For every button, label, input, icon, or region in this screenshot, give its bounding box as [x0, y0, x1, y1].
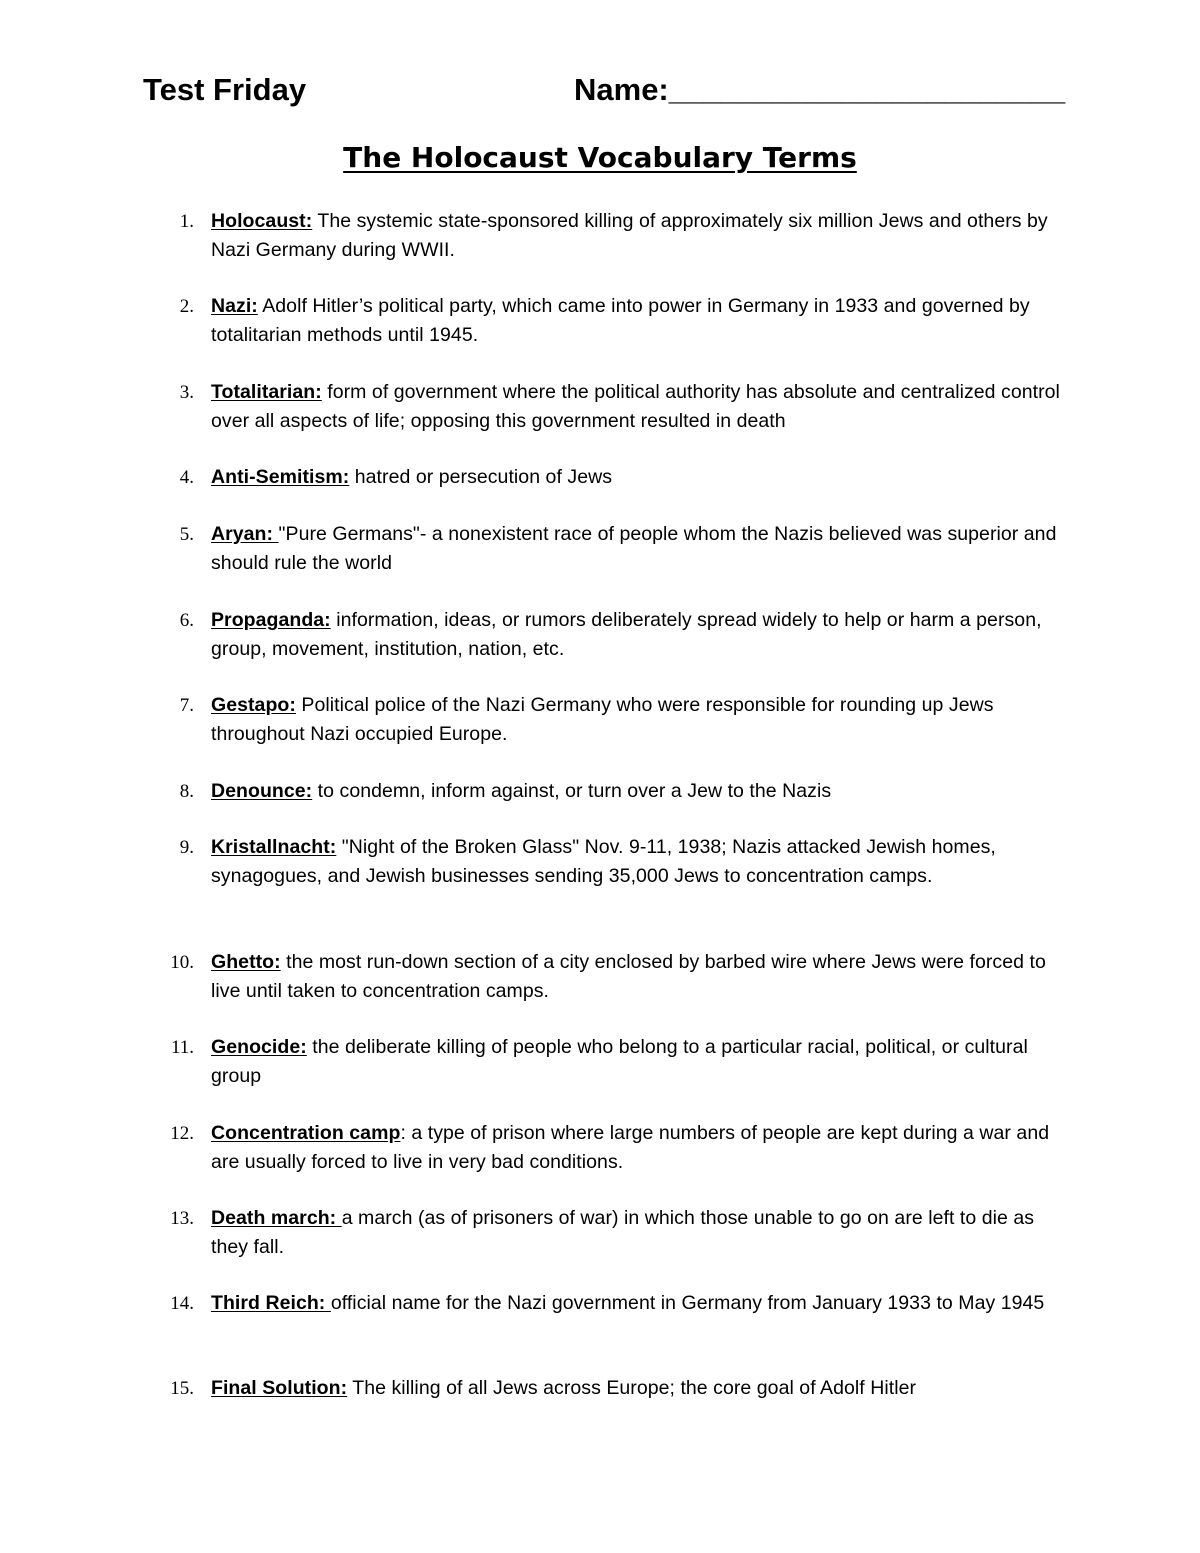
vocab-term: Totalitarian:: [211, 381, 322, 403]
item-number: 2.: [179, 296, 194, 317]
vocab-definition: hatred or persecution of Jews: [349, 466, 613, 488]
vocab-term: Ghetto:: [211, 951, 281, 973]
vocab-term: Gestapo:: [211, 694, 296, 716]
item-text: [211, 948, 1061, 1005]
item-text: [211, 833, 1061, 890]
vocab-definition: Adolf Hitler’s political party, which came into power in Germany in 1933 and governed by totalitarian methods until 1945.: [211, 295, 1030, 346]
vocab-definition: information, ideas, or rumors deliberately spread widely to help or harm a person, group, movement, institution, nation, etc.: [211, 609, 1042, 660]
item-number: 9.: [179, 837, 194, 858]
vocab-term: Final Solution:: [211, 1377, 348, 1399]
item-text: [211, 520, 1061, 577]
vocab-term: Genocide:: [211, 1036, 307, 1058]
vocab-term: Aryan:: [211, 523, 279, 545]
item-number: 13.: [170, 1208, 194, 1229]
vocab-definition: the deliberate killing of people who belong to a particular racial, political, or cultural group: [211, 1036, 1028, 1087]
test-date-label: Test Friday: [143, 72, 307, 107]
vocab-term: Third Reich:: [211, 1292, 331, 1314]
vocab-definition: form of government where the political authority has absolute and centralized control over all aspects of life; opposing this government resulted in death: [211, 381, 1060, 432]
vocab-definition: The systemic state-sponsored killing of approximately six million Jews and others by Nazi Germany during WWII.: [211, 210, 1048, 261]
item-text: [211, 777, 1061, 806]
item-number: 6.: [179, 610, 194, 631]
item-number: 15.: [170, 1378, 194, 1399]
item-text: [211, 1119, 1061, 1176]
item-number: 8.: [179, 781, 194, 802]
item-number: 12.: [170, 1123, 194, 1144]
vocab-term: Kristallnacht:: [211, 836, 337, 858]
name-field-label: Name:_______________________: [574, 72, 1066, 107]
vocab-definition: a march (as of prisoners of war) in which those unable to go on are left to die as they fall.: [211, 1207, 1035, 1258]
vocab-term: Nazi:: [211, 295, 258, 317]
item-text: [211, 1374, 1061, 1403]
item-number: 14.: [170, 1293, 194, 1314]
item-text: [211, 606, 1061, 663]
item-number: 10.: [170, 952, 194, 973]
item-text: [211, 1289, 1061, 1318]
vocab-definition: The killing of all Jews across Europe; the core goal of Adolf Hitler: [347, 1377, 917, 1399]
vocab-term: Death march:: [211, 1207, 342, 1229]
vocab-definition: the most run-down section of a city enclosed by barbed wire where Jews were forced to live until taken to concentration camps.: [211, 951, 1046, 1002]
vocab-definition: to condemn, inform against, or turn over a Jew to the Nazis: [312, 780, 832, 802]
item-number: 11.: [170, 1037, 194, 1058]
vocab-term: Anti-Semitism:: [211, 466, 350, 488]
item-text: [211, 1033, 1061, 1090]
vocab-term: Denounce:: [211, 780, 313, 802]
item-number: 5.: [179, 524, 194, 545]
vocab-definition: "Pure Germans"- a nonexistent race of people whom the Nazis believed was superior and should rule the world: [211, 523, 1057, 574]
vocab-term: Propaganda:: [211, 609, 331, 631]
item-text: [211, 292, 1061, 349]
item-text: [211, 207, 1061, 264]
vocab-definition: official name for the Nazi government in Germany from January 1933 to May 1945: [330, 1292, 1045, 1314]
item-number: 7.: [179, 695, 194, 716]
item-text: [211, 378, 1061, 435]
item-text: [211, 1204, 1061, 1261]
page-title: The Holocaust Vocabulary Terms: [343, 141, 857, 174]
vocab-definition: "Night of the Broken Glass" Nov. 9-11, 1938; Nazis attacked Jewish homes, synagogues, and Jewish businesses sending 35,000 Jews to concentration camps.: [211, 836, 996, 887]
vocab-term: Concentration camp: [211, 1122, 401, 1144]
item-text: [211, 463, 1061, 492]
item-number: 4.: [179, 467, 194, 488]
vocab-term: Holocaust:: [211, 210, 313, 232]
item-number: 1.: [179, 211, 194, 232]
item-text: [211, 691, 1061, 748]
vocab-definition: : a type of prison where large numbers of people are kept during a war and are usually forced to live in very bad conditions.: [211, 1122, 1050, 1173]
item-number: 3.: [179, 382, 194, 403]
vocab-definition: Political police of the Nazi Germany who were responsible for rounding up Jews throughout Nazi occupied Europe.: [211, 694, 994, 745]
